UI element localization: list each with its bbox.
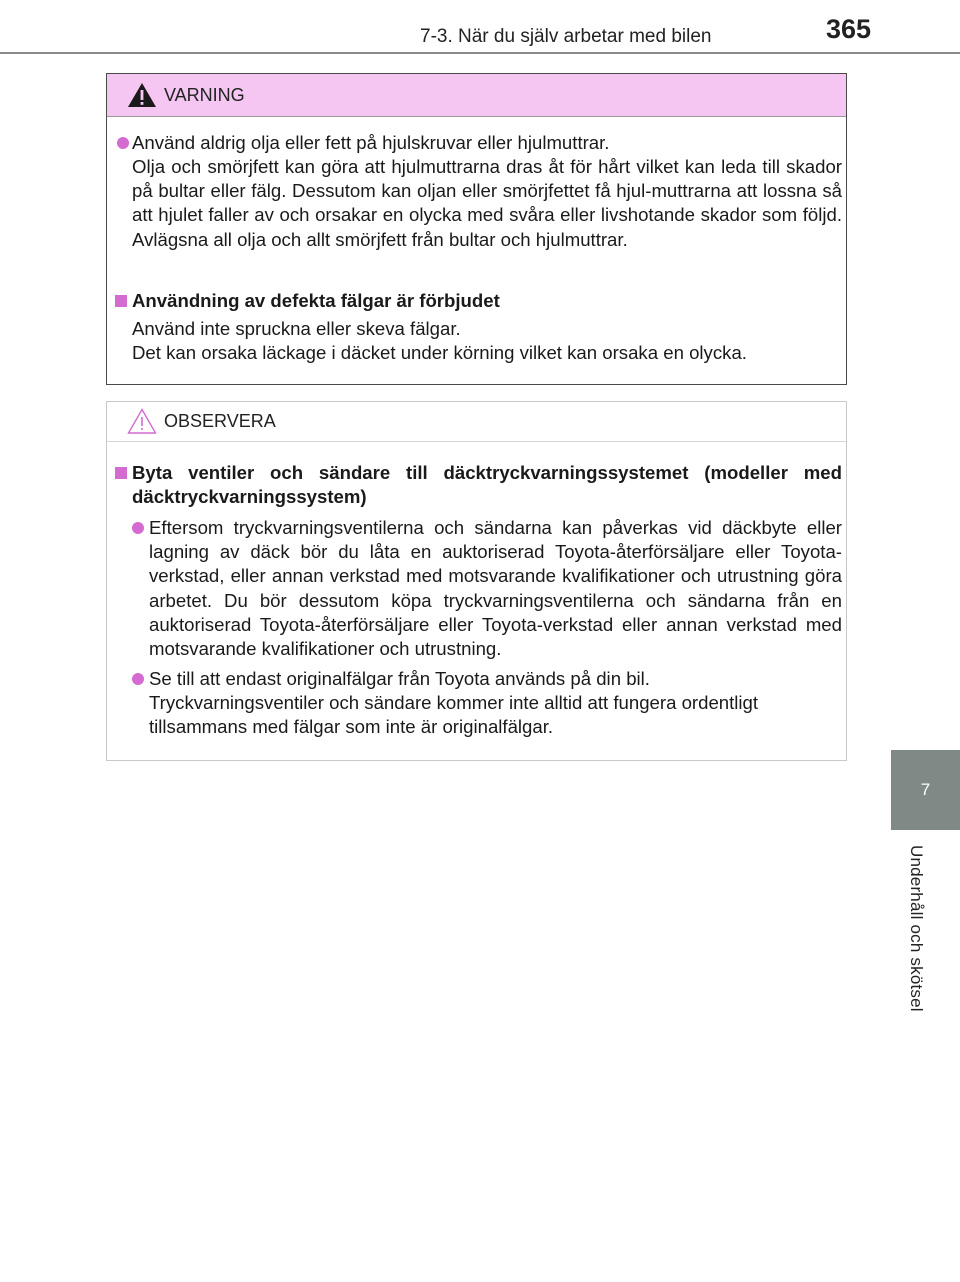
- chapter-tab: [891, 750, 960, 830]
- bullet-icon: [117, 137, 129, 149]
- warning-header: [107, 74, 846, 117]
- warning-title: VARNING: [164, 84, 245, 105]
- header-divider: [0, 52, 960, 54]
- warning-section-heading: Användning av defekta fälgar är förbjudet: [132, 290, 500, 311]
- bullet-icon: [132, 673, 144, 685]
- notice-item-2-lead: Se till att endast originalfälgar från Toyota används på din bil.: [149, 668, 650, 689]
- warning-item-lead: Använd aldrig olja eller fett på hjulskruvar eller hjulmuttrar.: [132, 132, 610, 153]
- square-bullet-icon: [115, 467, 127, 479]
- warning-section-line1: Använd inte spruckna eller skeva fälgar.: [132, 318, 461, 339]
- notice-header: [107, 402, 846, 442]
- warning-item-body: Olja och smörjfett kan göra att hjulmuttrarna dras åt för hårt vilket kan leda till skador på bultar eller fälg. Dessutom kan oljan eller smörjfettet få hjul-muttrarna att lossna så att hjulet faller av och orsakar en olycka med svåra eller livshotande skador som följd. Avlägsna all olja och allt smörjfett från bultar och hjulmuttrar.: [132, 156, 842, 250]
- section-title: 7-3. När du själv arbetar med bilen: [420, 26, 712, 47]
- notice-item-2-body: Tryckvarningsventiler och sändare kommer inte alltid att fungera ordentligt tillsammans med fälgar som inte är originalfälgar.: [149, 692, 759, 738]
- notice-heading: Byta ventiler och sändare till däcktryckvarningssystemet (modeller med däcktryckvarningssystem): [132, 462, 842, 508]
- notice-box: [106, 401, 847, 761]
- warning-triangle-icon: [127, 82, 157, 108]
- square-bullet-icon: [115, 295, 127, 307]
- bullet-icon: [132, 522, 144, 534]
- notice-title: OBSERVERA: [164, 411, 276, 431]
- warning-section-line2: Det kan orsaka läckage i däcket under körning vilket kan orsaka en olycka.: [132, 342, 747, 363]
- page-number: 365: [826, 14, 872, 44]
- warning-box: [106, 73, 847, 385]
- chapter-number: 7: [920, 780, 931, 799]
- notice-item-1: Eftersom tryckvarningsventilerna och sändarna kan påverkas vid däckbyte eller lagning av däck bör du låta en auktoriserad Toyota-återförsäljare eller Toyota-verkstad, eller annan verkstad med motsvarande kvalifikationer och utrustning göra arbetet. Du bör dessutom köpa tryckvarningsventilerna och sändarna från en auktoriserad Toyota-återförsäljare eller Toyota-verkstad eller annan verkstad med motsvarande kvalifikationer och utrustning.: [149, 517, 842, 660]
- chapter-title: Underhåll och skötsel: [907, 845, 926, 1012]
- caution-triangle-icon: [127, 408, 157, 434]
